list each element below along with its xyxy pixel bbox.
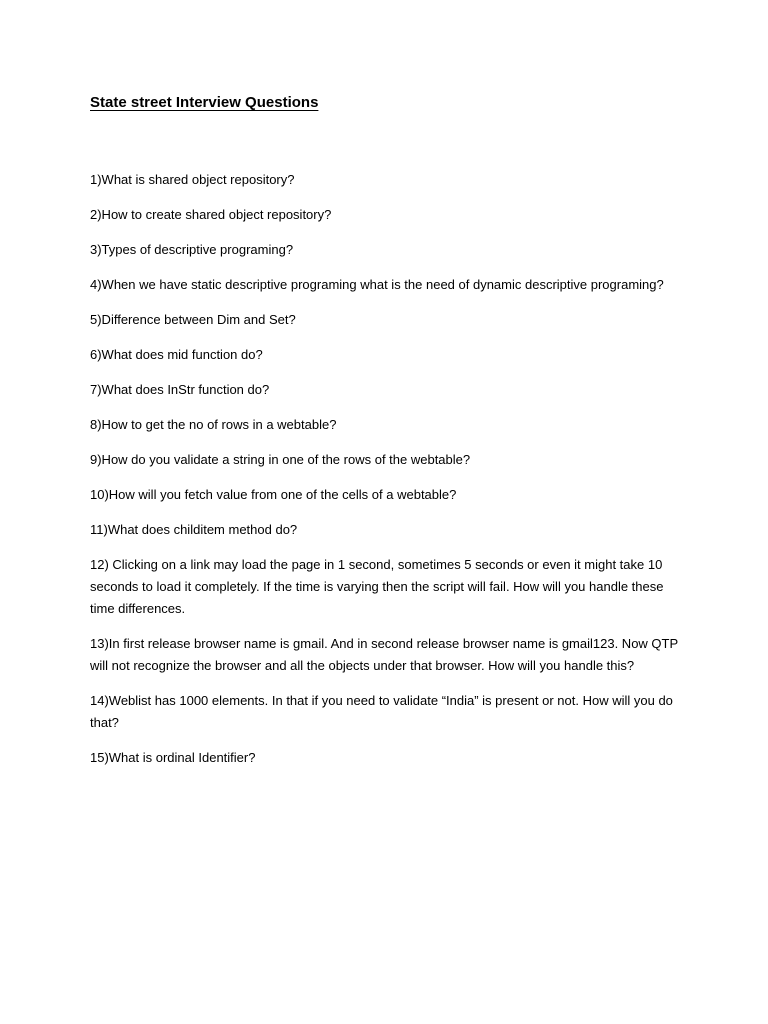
question-item: 5)Difference between Dim and Set? [90, 312, 296, 327]
question-item: 6)What does mid function do? [90, 347, 263, 362]
question-item: 2)How to create shared object repository? [90, 207, 332, 222]
question-item: 3)Types of descriptive programing? [90, 242, 294, 257]
question-item: 14)Weblist has 1000 elements. In that if you need to validate “India” is present or not. How will you do that? [90, 693, 673, 730]
question-item: 10)How will you fetch value from one of the cells of a webtable? [90, 487, 457, 502]
question-item: 1)What is shared object repository? [90, 172, 295, 187]
question-item: 7)What does InStr function do? [90, 382, 270, 397]
question-item: 4)When we have static descriptive programing what is the need of dynamic descriptive programing? [90, 277, 664, 292]
question-list [90, 169, 685, 782]
question-item: 11)What does childitem method do? [90, 522, 298, 537]
question-item: 13)In first release browser name is gmail. And in second release browser name is gmail123. Now QTP will not recognize the browser and all the objects under that browser. How will you handle this? [90, 636, 678, 673]
document-title: State street Interview Questions [90, 94, 319, 111]
question-item: 8)How to get the no of rows in a webtable? [90, 417, 337, 432]
question-item: 15)What is ordinal Identifier? [90, 750, 256, 765]
question-item: 9)How do you validate a string in one of the rows of the webtable? [90, 452, 471, 467]
question-item: 12) Clicking on a link may load the page in 1 second, sometimes 5 seconds or even it might take 10 seconds to load it completely. If the time is varying then the script will fail. How will you handle these time differences. [90, 557, 664, 616]
